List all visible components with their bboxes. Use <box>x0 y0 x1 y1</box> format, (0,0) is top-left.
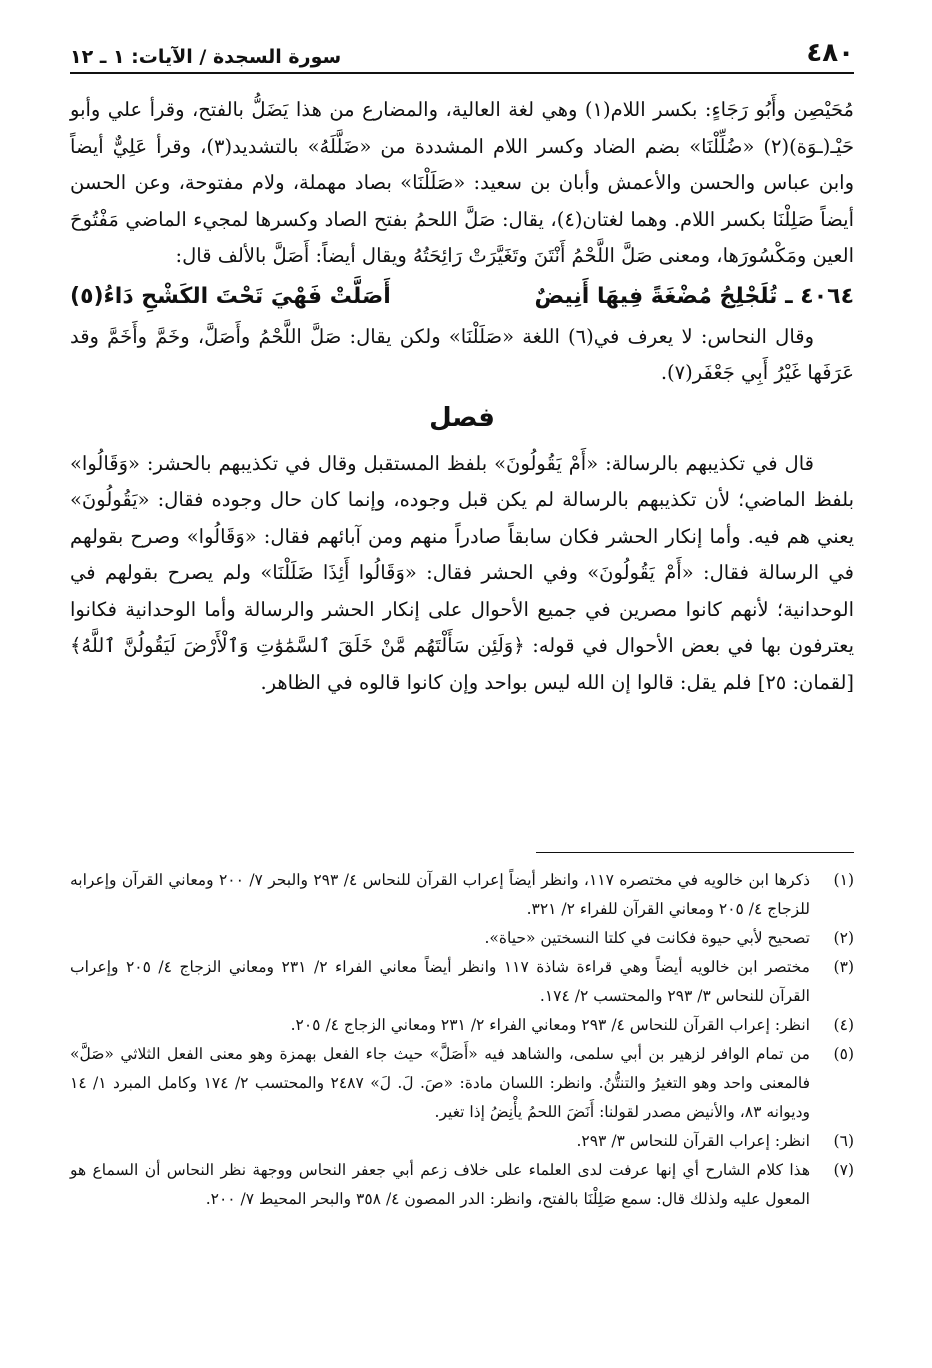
main-text <box>70 92 854 701</box>
footnote-item <box>70 1040 854 1127</box>
footnote-item <box>70 924 854 953</box>
footnote-text: من تمام الوافر لزهير بن أبي سلمى، والشاهد فيه «أَصَلَّ» حيث جاء الفعل بهمزة وهو معنى الفعل الثلاثي «صَلَّ» فالمعنى واحد وهو التغيرُ والتنتُّنُ. وانظر: اللسان مادة: «صَ. لَ. لَ» ٢٤٨٧ والمحتسب ٢/ ١٧٤ وكامل المبرد ١/ ١٤ وديوانه ٨٣، والأنيض مصدر لقولنا: أَنَضَ اللحمُ يأْنِضُ إذا تغير. <box>70 1045 811 1121</box>
footnote-number: (٤) <box>833 1016 854 1034</box>
footnote-item <box>70 866 854 924</box>
footnote-number: (٥) <box>833 1045 854 1063</box>
verse-first-hemistich: ٤٠٦٤ ـ تُلَجْلِجُ مُضْغَةً فِيهَا أَنِيضٌ <box>534 283 854 309</box>
footnote-number: (١) <box>833 871 854 889</box>
footnote-number: (٧) <box>833 1161 854 1179</box>
footnote-number: (٦) <box>833 1132 854 1150</box>
footnote-item <box>70 1156 854 1214</box>
footnote-text: انظر: إعراب القرآن للنحاس ٤/ ٢٩٣ ومعاني الفراء ٢/ ٢٣١ ومعاني الزجاج ٤/ ٢٠٥. <box>290 1016 810 1034</box>
footnote-item <box>70 953 854 1011</box>
poetry-verse <box>70 278 854 316</box>
page-header <box>70 28 854 74</box>
paragraph-2: وقال النحاس: لا يعرف في(٦) اللغة «صَلَلْنَا» ولكن يقال: صَلَّ اللَّحْمُ وأَصَلَّ، وخَمَّ وأَخَمَّ وقد عَرَفَها غَيْرُ أَبِي جَعْفَر(٧). <box>70 324 854 384</box>
footnote-text: انظر: إعراب القرآن للنحاس ٣/ ٢٩٣. <box>576 1132 810 1150</box>
verse-second-hemistich: أَصَلَّتْ فَهْيَ تَحْتَ الكَشْحِ دَاءُ(٥) <box>70 283 391 309</box>
footnotes <box>70 866 854 1214</box>
paragraph-1: مُحَيْصِن وأَبُو رَجَاءٍ: بكسر اللام(١) وهي لغة العالية، والمضارع من هذا يَضَلُّ بالفتح، وقرأ علي وأبو حَيْـ(ـوَة)(٢) «ضُلِّلْنَا» بضم الضاد وكسر اللام المشددة من «ضَلَّلَهُ» بالتشديد(٣)، وقرأ عَلِيٌّ أيضاً وابن عباس والحسن والأعمش وأبان بن سعيد: «صَلَلْنَا» بصاد مهملة، ولام مفتوحة، وعن الحسن أيضاً صَلِلْنَا بكسر اللام. وهما لغتان(٤)، يقال: صَلَّ اللحمُ بفتح الصاد وكسرها لمجيء الماضي مَفْتُوحَ العين ومَكْسُورَها، ومعنى صَلَّ اللَّحْمُ أَنْتَنَ وتَغَيَّرَتْ رَائِحَتُهُ ويقال أيضاً: أَصَلَّ بالألف قال: <box>70 98 855 267</box>
footnote-text: مختصر ابن خالويه أيضاً وهي قراءة شاذة ١١٧ وانظر أيضاً معاني الفراء ٢/ ٢٣١ ومعاني الزجاج ٤/ ٢٠٥ وإعراب القرآن للنحاس ٣/ ٢٩٣ والمحتسب ٢/ ١٧٤. <box>70 958 810 1005</box>
footnote-number: (٣) <box>833 958 854 976</box>
footnote-text: ذكرها ابن خالويه في مختصره ١١٧، وانظر أيضاً إعراب القرآن للنحاس ٤/ ٢٩٣ والبحر ٧/ ٢٠٠ ومعاني القرآن وإعرابه للزجاج ٤/ ٢٠٥ ومعاني القرآن للفراء ٢/ ٣٢١. <box>70 871 810 918</box>
footnote-divider <box>536 852 854 853</box>
footnote-item <box>70 1011 854 1040</box>
section-title: فصل <box>429 402 495 433</box>
paragraph-3: قال في تكذيبهم بالرسالة: «أَمْ يَقُولُونَ» بلفظ المستقبل وقال في تكذيبهم بالحشر: «وَقَالُوا» بلفظ الماضي؛ لأن تكذيبهم بالرسالة لم يكن قبل وجوده، وإنما كان حال وجوده فقال: «يَقُولُونَ» يعني هم فيه. وأما إنكار الحشر فكان سابقاً صادراً منهم ومن آبائهم فقال: «وَقَالُوا» وصرح بقولهم في الرسالة فقال: «أَمْ يَقُولُونَ» وفي الحشر فقال: «وَقَالُوا أَئِذَا ضَلَلْنَا» ولم يصرح بقولهم في الوحدانية؛ لأنهم كانوا مصرين في جميع الأحوال على إنكار الحشر والرسالة وأما الوحدانية فكانوا يعترفون بها في بعض الأحوال في قوله: ﴿وَلَئِن سَأَلْتَهُم مَّنْ خَلَقَ ٱلسَّمَٰوَٰتِ وَٱلْأَرْضَ لَيَقُولُنَّ ٱللَّهُ﴾ [لقمان: ٢٥] فلم يقل: قالوا إن الله ليس بواحد وإن كانوا قالوه في الظاهر. <box>70 451 854 694</box>
footnote-text: هذا كلام الشارح أي إنها عرفت لدى العلماء على خلاف زعم أبي جعفر النحاس ووجهة نظر النحاس أن السماع هو المعول عليه ولذلك قال: سمع صَلِلْنَا بالفتح، وانظر: الدر المصون ٤/ ٣٥٨ والبحر المحيط ٧/ ٢٠٠. <box>70 1161 810 1208</box>
footnote-text: تصحيح لأبي حيوة فكانت في كلتا النسختين «حياة». <box>484 929 810 947</box>
page-number: ٤٨٠ <box>806 38 854 68</box>
footnote-item <box>70 1127 854 1156</box>
running-title: سورة السجدة / الآيات: ١ ـ ١٢ <box>70 46 342 68</box>
footnote-number: (٢) <box>833 929 854 947</box>
